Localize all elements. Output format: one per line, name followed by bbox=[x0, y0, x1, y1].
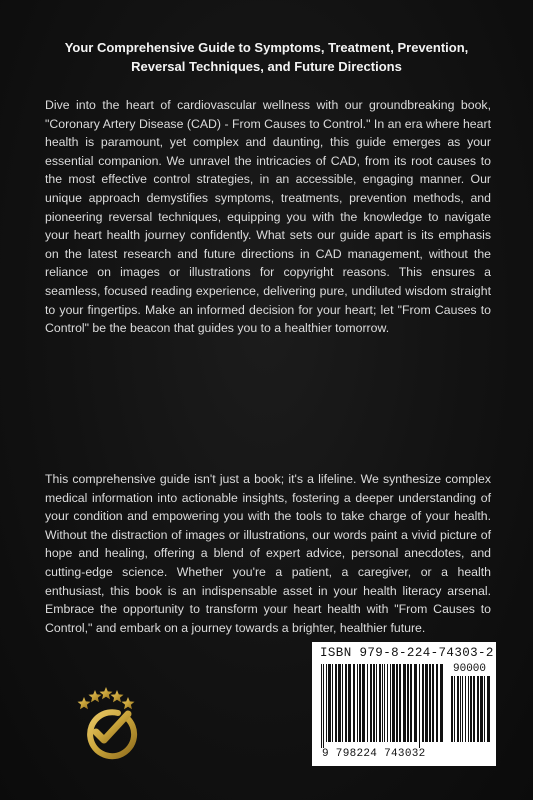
description-paragraph-2: This comprehensive guide isn't just a book; it's a lifeline. We synthesize complex medical information into actionable insights, fostering a deeper understanding of your condition and empowering you with the tools to take charge of your health. Without the distraction of images or illustrations, our words paint a vivid picture of hope and healing, offering a blend of expert advice, personal anecdotes, and cutting-edge science. Whether you're a patient, a caregiver, or a health enthusiast, this book is an indispensable asset in your health literacy arsenal. Embrace the opportunity to transform your heart health with "From Causes to Control," and embark on a journey towards a brighter, healthier future. bbox=[45, 472, 491, 635]
quality-check-badge-icon bbox=[66, 680, 146, 760]
price-barcode-bars bbox=[450, 676, 490, 748]
isbn-barcode bbox=[312, 642, 496, 766]
book-subtitle: Your Comprehensive Guide to Symptoms, Treatment, Prevention, Reversal Techniques, and Future Directions bbox=[64, 40, 469, 74]
barcode-bars bbox=[320, 664, 444, 748]
price-code: 90000 bbox=[453, 663, 487, 675]
star-rating-icon bbox=[78, 687, 135, 709]
barcode-digits: 9 798224 743032 bbox=[322, 748, 426, 760]
isbn-label: ISBN 979-8-224-74303-2 bbox=[320, 646, 494, 660]
description-paragraph-1: Dive into the heart of cardiovascular wellness with our groundbreaking book, "Coronary Artery Disease (CAD) - From Causes to Control." In an era where heart health is paramount, yet complex and daunting, this guide emerges as your essential companion. We unravel the intricacies of CAD, from its root causes to the most effective control strategies, in an accessible, engaging manner. Our unique approach demystifies symptoms, treatments, prevention methods, and pioneering reversal techniques, equipping you with the knowledge to navigate your heart health journey confidently. What sets our guide apart is its emphasis on the latest research and future directions in CAD management, without the reliance on images or illustrations for copyright reasons. This ensures a seamless, focused reading experience, delivering pure, undiluted wisdom straight to your fingertips. Make an informed decision for your heart; let "From Causes to Control" be the beacon that guides you to a healthier tomorrow. bbox=[45, 98, 491, 336]
